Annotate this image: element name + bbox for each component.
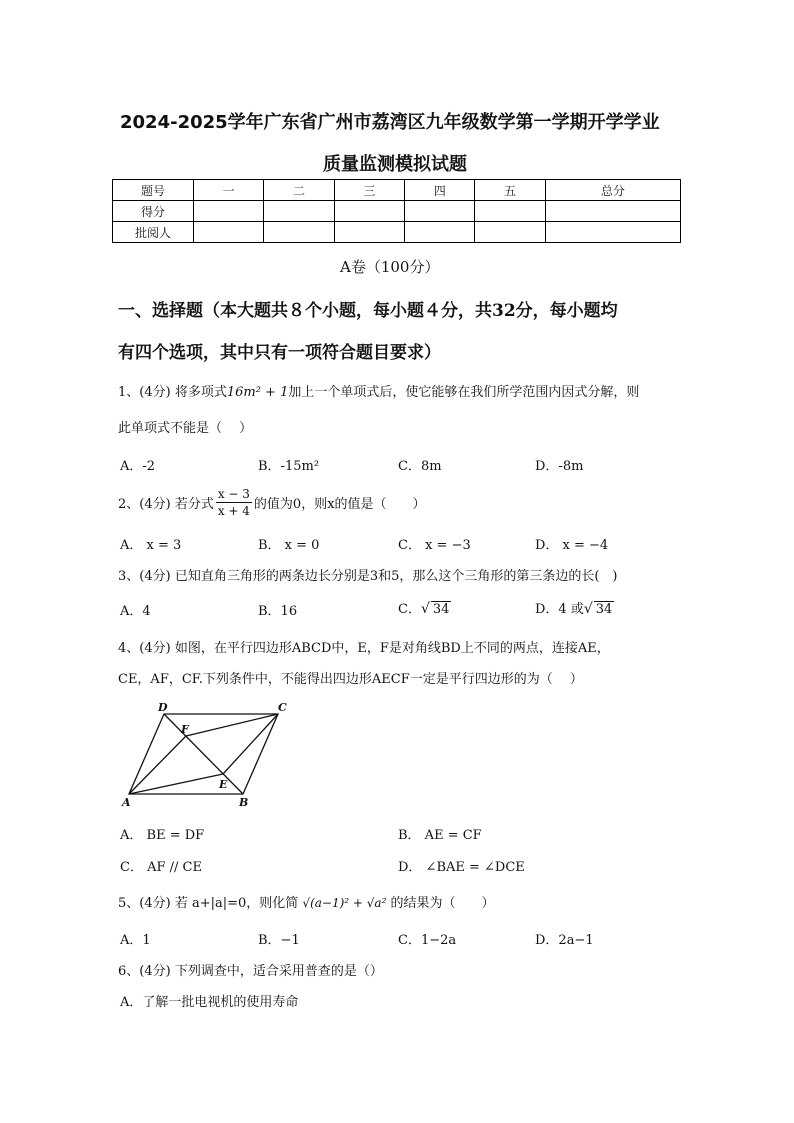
label-a: A — [122, 796, 131, 809]
sqrt-symbol: √ — [583, 601, 593, 617]
table-cell: 二 — [264, 180, 334, 201]
q2-option-c: C． x = −3 — [398, 538, 471, 553]
label-f: F — [181, 723, 189, 736]
table-cell: 总分 — [545, 180, 680, 201]
table-cell: 五 — [475, 180, 545, 201]
q2-suffix: 的值为0，则x的值是（ ） — [253, 497, 426, 512]
q3-option-a: A．4 — [120, 604, 151, 619]
table-cell: 一 — [194, 180, 264, 201]
question-1-line2: 此单项式不能是（ ） — [118, 421, 253, 436]
q2-fraction — [216, 486, 252, 519]
score-table — [112, 179, 681, 243]
q2-numerator: x − 3 — [217, 487, 250, 501]
page-title-line2: 质量监测模拟试题 — [323, 154, 467, 175]
question-5 — [118, 892, 495, 911]
question-1 — [118, 381, 639, 400]
q2-option-b: B． x = 0 — [258, 538, 320, 553]
table-cell — [545, 222, 680, 243]
sqrt-symbol: √ — [420, 601, 430, 617]
table-cell — [334, 222, 404, 243]
question-6: 6、(4分) 下列调查中，适合采用普查的是（） — [118, 964, 383, 979]
segment-ce — [223, 714, 278, 774]
section-a-title: A卷（100分） — [340, 258, 440, 276]
table-cell: 三 — [334, 180, 404, 201]
q3-radicand-c: 34 — [432, 602, 450, 617]
q3-option-b: B．16 — [258, 604, 298, 619]
q2-option-d: D． x = −4 — [535, 538, 609, 553]
question-2 — [118, 486, 426, 519]
q3-option-c — [398, 598, 451, 617]
segment-af — [129, 736, 186, 794]
page-title: 2024-2025学年广东省广州市荔湾区九年级数学第一学期开学学业 — [120, 112, 660, 133]
table-cell — [334, 201, 404, 222]
table-cell — [405, 222, 475, 243]
table-cell — [264, 222, 334, 243]
part1-heading-line2: 有四个选项，其中只有一项符合题目要求） — [118, 343, 441, 363]
q5-expr: √(a−1)² + √a² — [302, 896, 387, 910]
label-b: B — [239, 796, 249, 809]
q5-option-a: A．1 — [120, 933, 151, 948]
q1-expr: 16m² + 1 — [226, 385, 289, 400]
q4-option-a: A． BE = DF — [120, 828, 205, 843]
table-cell: 四 — [405, 180, 475, 201]
q4-option-b: B． AE = CF — [398, 828, 482, 843]
label-c: C — [278, 701, 287, 714]
diagonal-bd — [164, 714, 243, 794]
q2-prefix: 2、(4分) 若分式 — [118, 497, 214, 512]
table-cell — [405, 201, 475, 222]
q6-option-a: A．了解一批电视机的使用寿命 — [120, 995, 299, 1010]
table-cell: 题号 — [113, 180, 194, 201]
score-table-row — [113, 201, 681, 222]
q4-option-d: D． ∠BAE = ∠DCE — [398, 860, 525, 875]
q1-option-b: B．-15m² — [258, 459, 320, 474]
score-table-header-row — [113, 180, 681, 201]
segment-ae — [129, 774, 223, 794]
table-cell: 批阅人 — [113, 222, 194, 243]
q1-option-a: A．-2 — [120, 459, 156, 474]
table-cell — [475, 222, 545, 243]
table-cell — [194, 201, 264, 222]
part1-heading: 一、选择题（本大题共８个小题，每小题４分，共32分，每小题均 — [118, 301, 618, 321]
question-4: 4、(4分) 如图，在平行四边形ABCD中，E，F是对角线BD上不同的两点，连接AE， — [118, 641, 610, 656]
question-3: 3、(4分) 已知直角三角形的两条边长分别是3和5，那么这个三角形的第三条边的长( ) — [118, 569, 618, 584]
table-cell: 得分 — [113, 201, 194, 222]
q3-option-c-label: C． — [398, 602, 421, 617]
segment-cf — [186, 714, 278, 736]
q5-option-d: D．2a−1 — [535, 933, 594, 948]
label-e: E — [219, 778, 228, 791]
q3-radicand-d: 34 — [595, 602, 613, 617]
table-cell — [264, 201, 334, 222]
q2-denominator: x + 4 — [217, 504, 250, 518]
q1-suffix: 加上一个单项式后，使它能够在我们所学范围内因式分解，则 — [288, 385, 640, 400]
q1-option-c: C．8m — [398, 459, 442, 474]
q5-option-b: B．−1 — [258, 933, 300, 948]
label-d: D — [158, 701, 168, 714]
table-cell — [545, 201, 680, 222]
score-table-row — [113, 222, 681, 243]
q2-option-a: A． x = 3 — [120, 538, 182, 553]
question-4-line2: CE，AF，CF.下列条件中，不能得出四边形AECF一定是平行四边形的为（ ） — [118, 672, 583, 687]
parallelogram-figure — [118, 700, 298, 812]
table-cell — [475, 201, 545, 222]
q3-option-d — [535, 598, 614, 617]
q3-option-d-label: D．4 或 — [535, 602, 584, 617]
q4-option-c: C． AF // CE — [120, 860, 202, 875]
table-cell — [194, 222, 264, 243]
q5-suffix: 的结果为（ ） — [390, 896, 495, 911]
q5-prefix: 5、(4分) 若 a+|a|=0，则化简 — [118, 896, 299, 911]
q1-prefix: 1、(4分) 将多项式 — [118, 385, 227, 400]
q5-option-c: C．1−2a — [398, 933, 457, 948]
q1-option-d: D．-8m — [535, 459, 584, 474]
